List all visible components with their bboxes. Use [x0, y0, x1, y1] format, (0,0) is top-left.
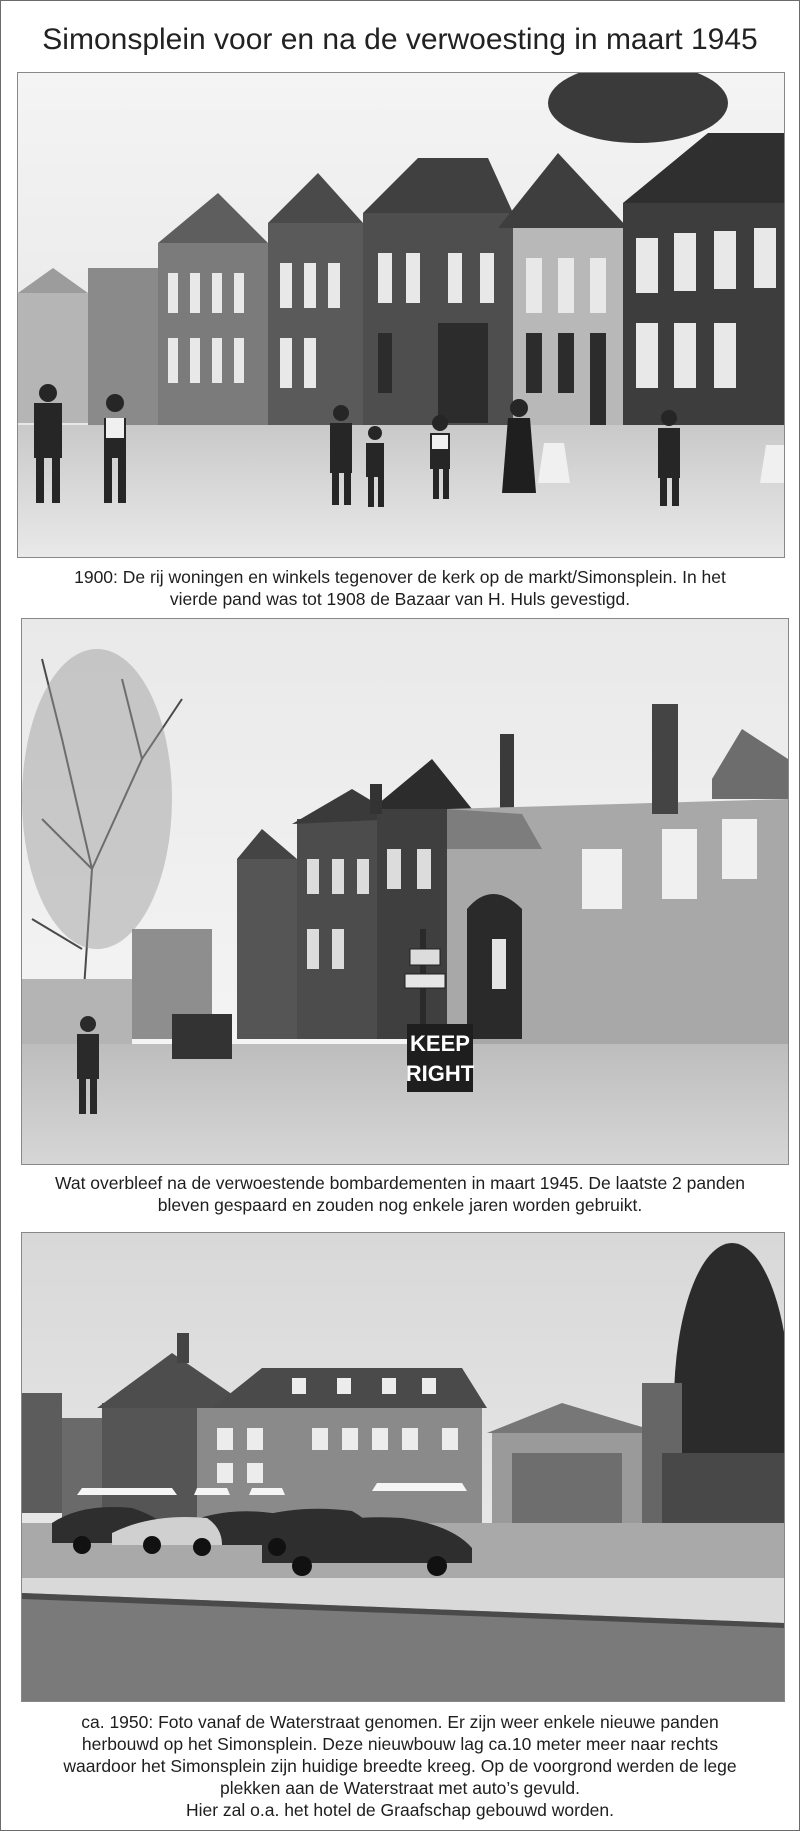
caption-line: plekken aan de Waterstraat met auto’s gevuld. — [220, 1778, 580, 1798]
caption-line: Wat overbleef na de verwoestende bombardementen in maart 1945. De laatste 2 panden — [54, 1173, 746, 1193]
photo-1900-street — [17, 72, 785, 558]
caption-photo-1945 — [11, 1172, 789, 1216]
caption-photo-1950 — [11, 1711, 789, 1821]
caption-line: vierde pand was tot 1908 de Bazaar van H. Huls gevestigd. — [169, 589, 631, 609]
caption-photo-1900 — [11, 566, 789, 610]
caption-line: 1900: De rij woningen en winkels tegenover de kerk op de markt/Simonsplein. In het — [74, 567, 726, 587]
caption-line: waardoor het Simonsplein zijn huidige breedte kreeg. Op de voorgrond werden de lege — [63, 1756, 737, 1776]
page-title: Simonsplein voor en na de verwoesting in maart 1945 — [42, 23, 758, 56]
caption-line: ca. 1950: Foto vanaf de Waterstraat genomen. Er zijn weer enkele nieuwe panden — [81, 1712, 719, 1732]
photo-1945-ruins — [21, 618, 789, 1165]
photo-1950-rebuilt — [21, 1232, 785, 1702]
keep-right-sign-line-1: KEEP — [410, 1031, 470, 1056]
keep-right-sign-line-2: RIGHT — [405, 1061, 475, 1086]
caption-line: Hier zal o.a. het hotel de Graafschap gebouwd worden. — [185, 1800, 615, 1820]
caption-line: herbouwd op het Simonsplein. Deze nieuwbouw lag ca.10 meter meer naar rechts — [81, 1734, 719, 1754]
caption-line: bleven gespaard en zouden nog enkele jaren worden gebruikt. — [157, 1195, 643, 1215]
